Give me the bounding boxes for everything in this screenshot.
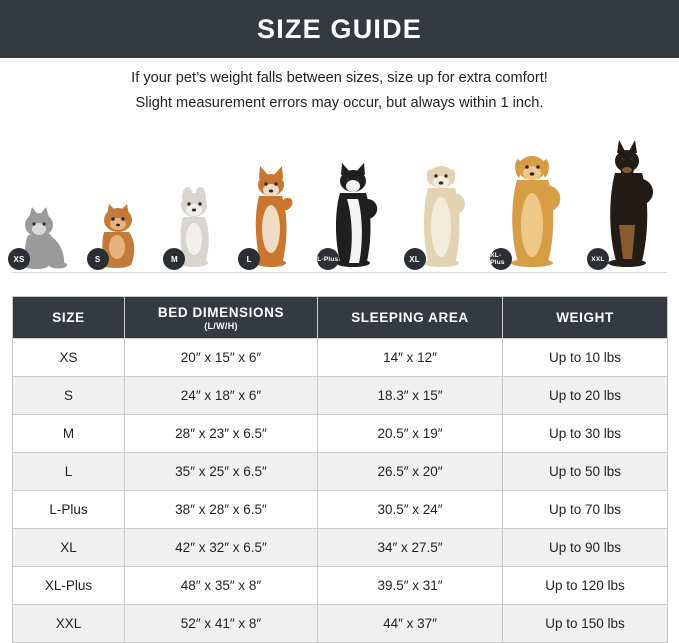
table-row: [13, 529, 668, 567]
cell-size: M: [13, 415, 125, 453]
pet-badge-s: S: [87, 248, 109, 270]
pet-badge-xxl: XXL: [587, 248, 609, 270]
cell-bed: 52″ x 41″ x 8″: [125, 605, 318, 643]
cell-sleeping: 44″ x 37″: [318, 605, 503, 643]
pet-badge-xl-plus: XL-Plus: [490, 248, 512, 270]
header-weight-label: WEIGHT: [556, 310, 614, 325]
size-table: [12, 296, 668, 643]
cell-bed: 38″ x 28″ x 6.5″: [125, 491, 318, 529]
cell-weight: Up to 10 lbs: [503, 339, 668, 377]
intro-line-2: Slight measurement errors may occur, but always within 1 inch.: [135, 95, 544, 111]
header-sleeping-area: [318, 297, 503, 339]
header-bed-sublabel: (L/W/H): [204, 320, 238, 331]
pet-badge-xs: XS: [8, 248, 30, 270]
table-row: [13, 453, 668, 491]
cell-weight: Up to 50 lbs: [503, 453, 668, 491]
cat-gray-sitting-icon: [12, 191, 74, 274]
french-bulldog-icon: [167, 177, 225, 274]
pet-xl: [408, 132, 478, 274]
cell-bed: 24″ x 18″ x 6″: [125, 377, 318, 415]
table-row: [13, 415, 668, 453]
golden-retriever-dog-icon: [490, 147, 574, 274]
intro-text: [0, 66, 679, 116]
cell-sleeping: 14″ x 12″: [318, 339, 503, 377]
pet-s: [91, 132, 151, 274]
shiba-inu-dog-icon: [242, 163, 304, 274]
pet-badge-l-plus: L-Plus: [317, 248, 339, 270]
cell-weight: Up to 90 lbs: [503, 529, 668, 567]
cell-sleeping: 18.3″ x 15″: [318, 377, 503, 415]
pet-badge-l: L: [238, 248, 260, 270]
pets-baseline-divider: [12, 272, 667, 273]
table-row: [13, 567, 668, 605]
header-size-label: SIZE: [52, 310, 85, 325]
cell-weight: Up to 120 lbs: [503, 567, 668, 605]
labrador-retriever-dog-icon: [408, 155, 478, 274]
size-table-head: [13, 297, 668, 339]
page-title: SIZE GUIDE: [256, 13, 423, 44]
header-weight: [503, 297, 668, 339]
page-header: [0, 0, 679, 58]
intro-line-1: If your pet’s weight falls between sizes, size up for extra comfort!: [131, 70, 548, 86]
border-collie-dog-icon: [317, 159, 391, 274]
cell-size: L: [13, 453, 125, 491]
cell-weight: Up to 20 lbs: [503, 377, 668, 415]
cell-weight: Up to 70 lbs: [503, 491, 668, 529]
pet-l: [242, 132, 304, 274]
cell-weight: Up to 30 lbs: [503, 415, 668, 453]
cell-bed: 28″ x 23″ x 6.5″: [125, 415, 318, 453]
cell-bed: 48″ x 35″ x 8″: [125, 567, 318, 605]
size-table-body: [13, 339, 668, 643]
header-bed-label: BED DIMENSIONS: [157, 304, 285, 320]
cell-sleeping: 34″ x 27.5″: [318, 529, 503, 567]
cell-size: XXL: [13, 605, 125, 643]
cell-sleeping: 30.5″ x 24″: [318, 491, 503, 529]
table-row: [13, 339, 668, 377]
size-table-container: [12, 296, 667, 643]
cell-weight: Up to 150 lbs: [503, 605, 668, 643]
cell-size: L-Plus: [13, 491, 125, 529]
cell-sleeping: 39.5″ x 31″: [318, 567, 503, 605]
pet-size-illustrations: [12, 132, 667, 274]
table-row: [13, 377, 668, 415]
pomeranian-dog-icon: [91, 189, 151, 274]
header-sleeping-label: SLEEPING AREA: [351, 310, 469, 325]
table-header-row: [13, 297, 668, 339]
header-bed-dimensions: [125, 297, 318, 339]
pet-xxl: [591, 132, 667, 274]
cell-size: XL: [13, 529, 125, 567]
pet-badge-m: M: [163, 248, 185, 270]
header-size: [13, 297, 125, 339]
cell-size: XS: [13, 339, 125, 377]
cell-size: S: [13, 377, 125, 415]
cell-size: XL-Plus: [13, 567, 125, 605]
pet-l-plus: [317, 132, 391, 274]
doberman-dog-icon: [591, 139, 667, 274]
pet-badge-xl: XL: [404, 248, 426, 270]
cell-bed: 20″ x 15″ x 6″: [125, 339, 318, 377]
pet-xs: [12, 132, 74, 274]
cell-bed: 35″ x 25″ x 6.5″: [125, 453, 318, 491]
cell-bed: 42″ x 32″ x 6.5″: [125, 529, 318, 567]
pet-xl-plus: [490, 132, 574, 274]
table-row: [13, 491, 668, 529]
pet-m: [167, 132, 225, 274]
cell-sleeping: 26.5″ x 20″: [318, 453, 503, 491]
cell-sleeping: 20.5″ x 19″: [318, 415, 503, 453]
table-row: [13, 605, 668, 643]
